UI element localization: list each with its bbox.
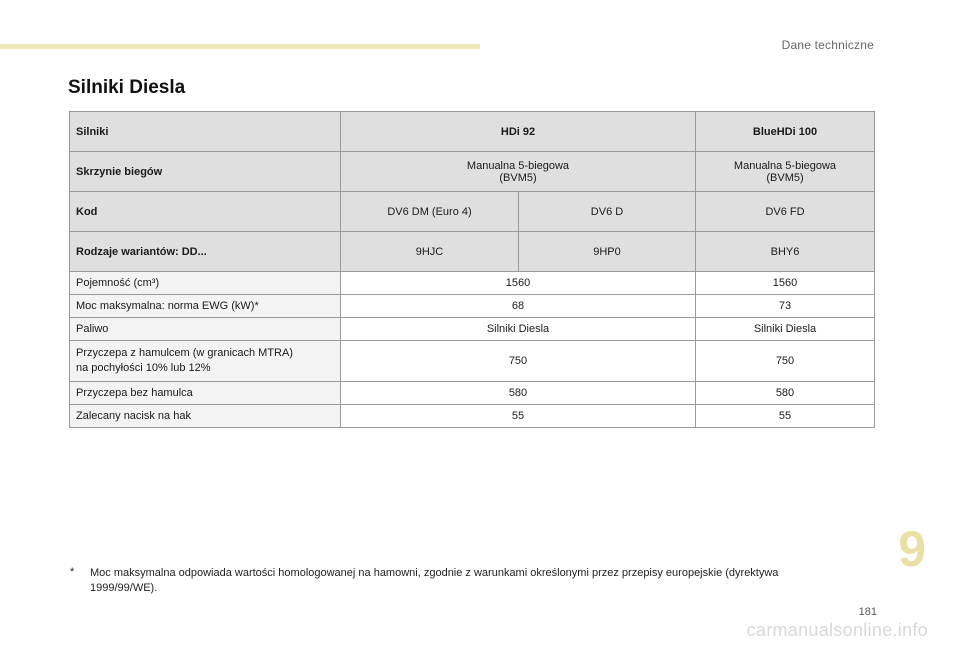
table-cell: 68 — [341, 295, 696, 318]
table-cell: 580 — [341, 382, 696, 405]
table-cell: DV6 FD — [696, 192, 875, 232]
footnote-marker: * — [70, 566, 75, 578]
row-label: Moc maksymalna: norma EWG (kW)* — [70, 295, 341, 318]
table-row-variants — [70, 232, 875, 272]
table-row — [70, 318, 875, 341]
row-label — [70, 341, 341, 382]
row-label: Skrzynie biegów — [70, 152, 341, 192]
table-cell: 750 — [341, 341, 696, 382]
table-cell — [341, 152, 696, 192]
table-cell: Silniki Diesla — [341, 318, 696, 341]
section-name: Dane techniczne — [781, 38, 874, 52]
page-title: Silniki Diesla — [68, 77, 186, 98]
table-cell — [696, 152, 875, 192]
gearbox-code: (BVM5) — [766, 171, 804, 184]
table-row-code — [70, 192, 875, 232]
watermark: carmanualsonline.info — [746, 620, 928, 640]
chapter-number: 9 — [898, 521, 926, 577]
table-cell: DV6 D — [519, 192, 696, 232]
table-cell: DV6 DM (Euro 4) — [341, 192, 519, 232]
table-cell: Silniki Diesla — [696, 318, 875, 341]
page-number: 181 — [858, 606, 877, 618]
diesel-engine-specs-table — [69, 111, 875, 428]
table-cell: 9HP0 — [519, 232, 696, 272]
row-label: Zalecany nacisk na hak — [70, 405, 341, 428]
footnote-text: Moc maksymalna odpowiada wartości homologowanej na hamowni, zgodnie z warunkami określonymi przez przepisy europejskie (dyrektywa 1999/99/WE). — [90, 567, 779, 594]
engine-bluehdi100-header: BlueHDi 100 — [696, 112, 875, 152]
table-row — [70, 382, 875, 405]
engine-hdi92-header: HDi 92 — [341, 112, 696, 152]
gearbox-name: Manualna 5-biegowa — [466, 159, 570, 172]
table-cell: 73 — [696, 295, 875, 318]
table-row — [70, 272, 875, 295]
table-cell: 9HJC — [341, 232, 519, 272]
row-label: Kod — [70, 192, 341, 232]
row-label: Przyczepa bez hamulca — [70, 382, 341, 405]
gearbox-code: (BVM5) — [499, 171, 537, 184]
table-row — [70, 295, 875, 318]
table-cell: 580 — [696, 382, 875, 405]
row-label: Pojemność (cm³) — [70, 272, 341, 295]
table-cell: 55 — [341, 405, 696, 428]
header-accent-bar — [0, 44, 480, 49]
table-cell: 1560 — [696, 272, 875, 295]
table-cell: BHY6 — [696, 232, 875, 272]
row-label: Silniki — [70, 112, 341, 152]
table-row — [70, 341, 875, 382]
row-label: Rodzaje wariantów: DD... — [70, 232, 341, 272]
table-row-engines — [70, 112, 875, 152]
table-cell: 750 — [696, 341, 875, 382]
gearbox-name: Manualna 5-biegowa — [733, 159, 837, 172]
row-label-line: na pochyłości 10% lub 12% — [76, 362, 211, 374]
table-cell: 1560 — [341, 272, 696, 295]
table-row-gearbox — [70, 152, 875, 192]
table-row — [70, 405, 875, 428]
row-label-line: Przyczepa z hamulcem (w granicach MTRA) — [76, 347, 294, 359]
row-label: Paliwo — [70, 318, 341, 341]
table-cell: 55 — [696, 405, 875, 428]
